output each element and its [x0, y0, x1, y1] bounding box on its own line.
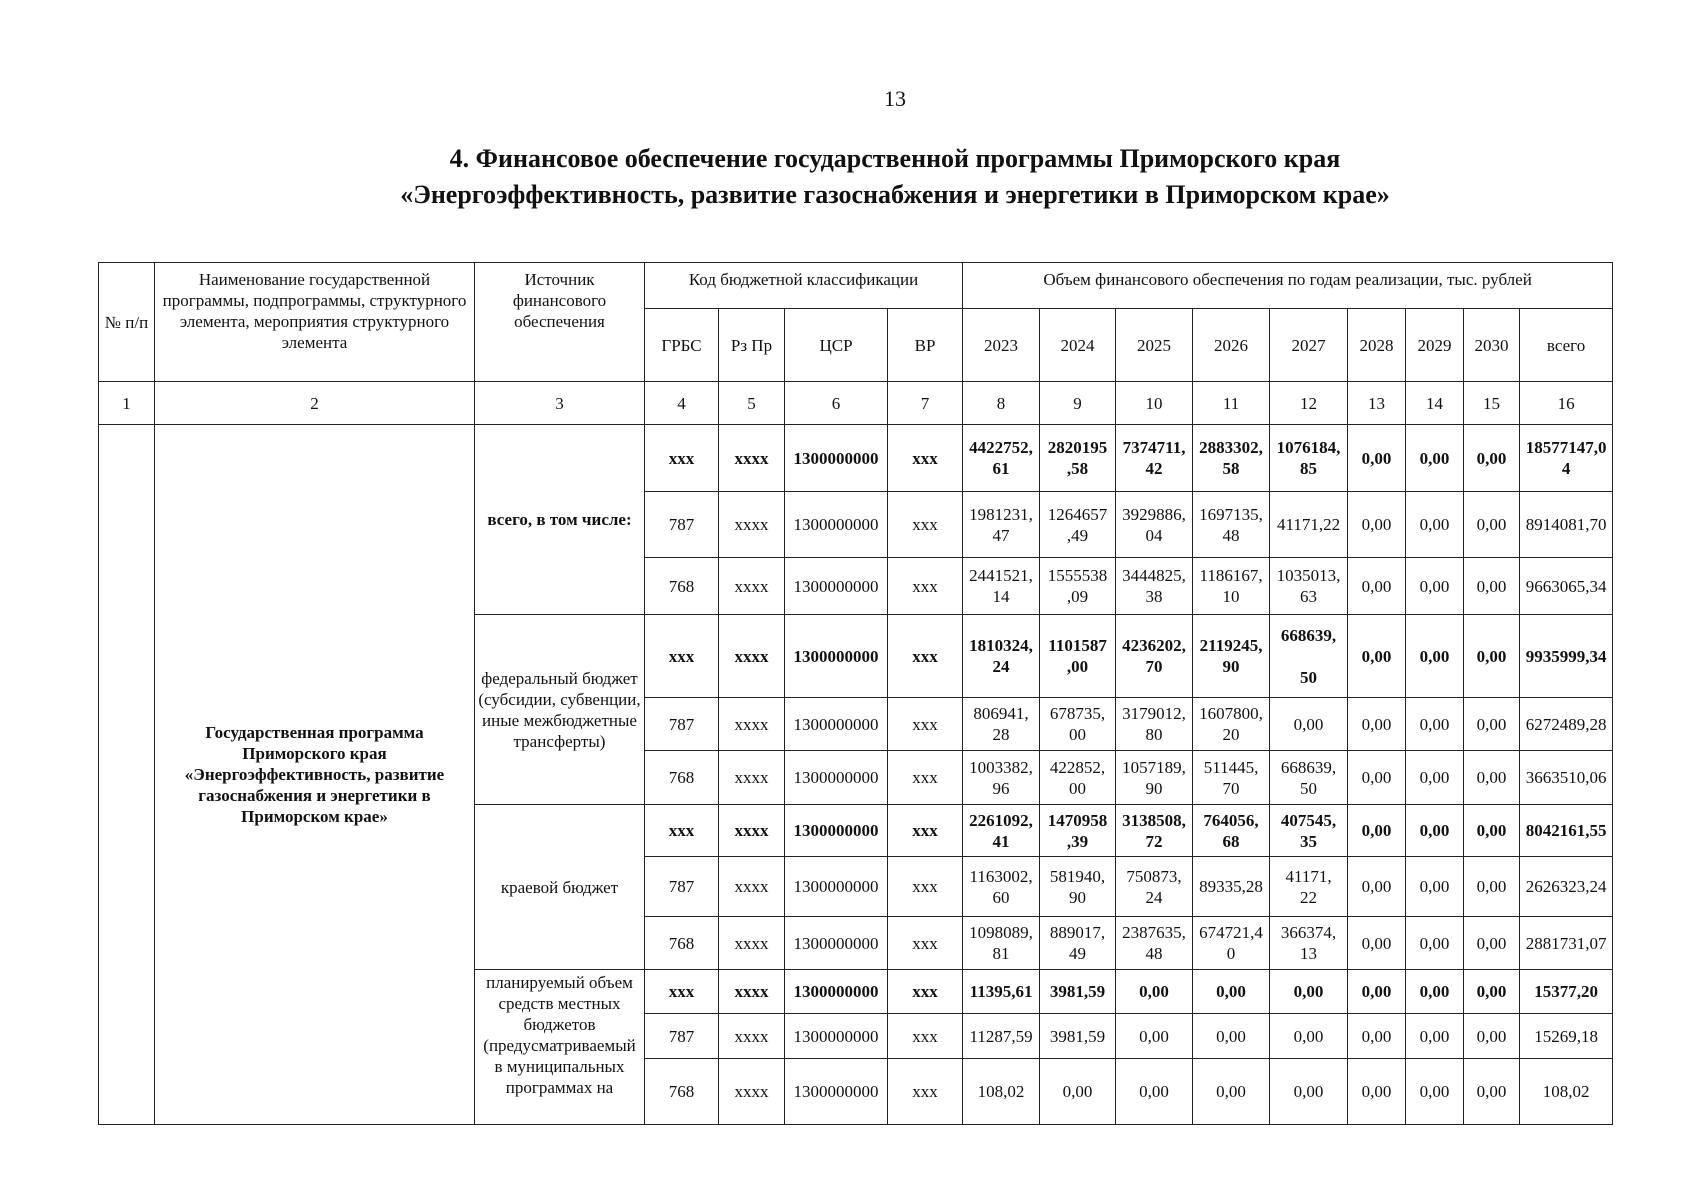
cell-grbs: 768 [645, 1059, 719, 1125]
header-2029: 2029 [1406, 309, 1464, 382]
cell-csr: 1300000000 [785, 425, 888, 492]
cell-2024: 889017, 49 [1040, 917, 1116, 970]
cell-2030: 0,00 [1464, 492, 1520, 558]
cell-2024: 0,00 [1040, 1059, 1116, 1125]
cell-csr: 1300000000 [785, 917, 888, 970]
column-number-2: 2 [155, 382, 475, 425]
cell-2028: 0,00 [1348, 615, 1406, 698]
document-title [0, 141, 1684, 213]
cell-2025: 3444825, 38 [1116, 558, 1193, 615]
cell-2023: 1981231, 47 [963, 492, 1040, 558]
cell-2025: 0,00 [1116, 970, 1193, 1014]
cell-2025: 1057189, 90 [1116, 751, 1193, 805]
cell-2028: 0,00 [1348, 1014, 1406, 1059]
column-number-14: 14 [1406, 382, 1464, 425]
cell-vr: xxx [888, 492, 963, 558]
column-number-4: 4 [645, 382, 719, 425]
column-number-6: 6 [785, 382, 888, 425]
cell-grbs: xxx [645, 615, 719, 698]
cell-2029: 0,00 [1406, 698, 1464, 751]
cell-2029: 0,00 [1406, 1014, 1464, 1059]
cell-2027: 668639, 50 [1270, 615, 1348, 698]
column-number-7: 7 [888, 382, 963, 425]
cell-total: 15269,18 [1520, 1014, 1613, 1059]
cell-vr: xxx [888, 805, 963, 857]
header-2026: 2026 [1193, 309, 1270, 382]
source-regional: краевой бюджет [475, 805, 645, 970]
cell-2026: 2883302, 58 [1193, 425, 1270, 492]
cell-2029: 0,00 [1406, 970, 1464, 1014]
column-number-row [99, 382, 1613, 425]
cell-vr: xxx [888, 970, 963, 1014]
cell-vr: xxx [888, 558, 963, 615]
cell-vr: xxx [888, 751, 963, 805]
cell-vr: xxx [888, 615, 963, 698]
column-number-5: 5 [719, 382, 785, 425]
cell-2026: 0,00 [1193, 1059, 1270, 1125]
cell-2025: 0,00 [1116, 1059, 1193, 1125]
header-csr: ЦСР [785, 309, 888, 382]
cell-2027: 668639, 50 [1270, 751, 1348, 805]
cell-2030: 0,00 [1464, 425, 1520, 492]
cell-2024: 1264657 ,49 [1040, 492, 1116, 558]
header-vr: ВР [888, 309, 963, 382]
financing-table [98, 262, 1613, 1125]
cell-2028: 0,00 [1348, 857, 1406, 917]
cell-2023: 806941, 28 [963, 698, 1040, 751]
cell-2025: 4236202, 70 [1116, 615, 1193, 698]
cell-2029: 0,00 [1406, 751, 1464, 805]
cell-2029: 0,00 [1406, 425, 1464, 492]
header-num: № п/п [99, 263, 155, 382]
cell-vr: xxx [888, 425, 963, 492]
cell-2026: 674721,4 0 [1193, 917, 1270, 970]
cell-total: 3663510,06 [1520, 751, 1613, 805]
cell-2027: 41171, 22 [1270, 857, 1348, 917]
cell-rzpr: xxxx [719, 1014, 785, 1059]
cell-total: 9935999,34 [1520, 615, 1613, 698]
cell-2030: 0,00 [1464, 1059, 1520, 1125]
cell-2027: 366374, 13 [1270, 917, 1348, 970]
cell-2023: 1098089, 81 [963, 917, 1040, 970]
cell-rzpr: xxxx [719, 970, 785, 1014]
cell-2027: 0,00 [1270, 1014, 1348, 1059]
cell-2030: 0,00 [1464, 1014, 1520, 1059]
cell-2024: 581940, 90 [1040, 857, 1116, 917]
cell-2023: 11287,59 [963, 1014, 1040, 1059]
cell-rzpr: xxxx [719, 615, 785, 698]
column-number-10: 10 [1116, 382, 1193, 425]
cell-2026: 1186167, 10 [1193, 558, 1270, 615]
cell-2027: 407545, 35 [1270, 805, 1348, 857]
cell-rzpr: xxxx [719, 805, 785, 857]
header-2027: 2027 [1270, 309, 1348, 382]
cell-total: 108,02 [1520, 1059, 1613, 1125]
cell-2026: 2119245, 90 [1193, 615, 1270, 698]
cell-2027: 41171,22 [1270, 492, 1348, 558]
cell-total: 8042161,55 [1520, 805, 1613, 857]
column-number-13: 13 [1348, 382, 1406, 425]
cell-2026: 764056, 68 [1193, 805, 1270, 857]
cell-csr: 1300000000 [785, 615, 888, 698]
cell-2024: 3981,59 [1040, 970, 1116, 1014]
cell-2026: 1607800, 20 [1193, 698, 1270, 751]
cell-2025: 750873, 24 [1116, 857, 1193, 917]
header-2030: 2030 [1464, 309, 1520, 382]
column-number-12: 12 [1270, 382, 1348, 425]
cell-total: 9663065,34 [1520, 558, 1613, 615]
header-volume: Объем финансового обеспечения по годам реализации, тыс. рублей [963, 263, 1613, 309]
column-number-15: 15 [1464, 382, 1520, 425]
cell-2024: 2820195 ,58 [1040, 425, 1116, 492]
cell-2025: 2387635, 48 [1116, 917, 1193, 970]
cell-2023: 2441521, 14 [963, 558, 1040, 615]
cell-2027: 0,00 [1270, 970, 1348, 1014]
header-2028: 2028 [1348, 309, 1406, 382]
cell-total: 18577147,0 4 [1520, 425, 1613, 492]
page-number: 13 [884, 86, 906, 111]
header-2023: 2023 [963, 309, 1040, 382]
cell-2029: 0,00 [1406, 857, 1464, 917]
source-federal: федеральный бюджет (субсидии, субвенции, иные межбюджетные трансферты) [475, 615, 645, 805]
cell-2024: 1555538 ,09 [1040, 558, 1116, 615]
cell-2023: 4422752, 61 [963, 425, 1040, 492]
cell-vr: xxx [888, 1014, 963, 1059]
cell-vr: xxx [888, 698, 963, 751]
cell-2028: 0,00 [1348, 751, 1406, 805]
cell-2028: 0,00 [1348, 917, 1406, 970]
cell-grbs: 768 [645, 917, 719, 970]
header-total: всего [1520, 309, 1613, 382]
cell-rzpr: xxxx [719, 698, 785, 751]
header-row-1 [99, 263, 1613, 309]
cell-2023: 11395,61 [963, 970, 1040, 1014]
cell-2028: 0,00 [1348, 805, 1406, 857]
cell-grbs: 768 [645, 751, 719, 805]
cell-2027: 1035013, 63 [1270, 558, 1348, 615]
column-number-3: 3 [475, 382, 645, 425]
cell-vr: xxx [888, 1059, 963, 1125]
cell-total: 8914081,70 [1520, 492, 1613, 558]
column-number-11: 11 [1193, 382, 1270, 425]
cell-csr: 1300000000 [785, 970, 888, 1014]
cell-rzpr: xxxx [719, 917, 785, 970]
cell-rzpr: xxxx [719, 558, 785, 615]
cell-2030: 0,00 [1464, 857, 1520, 917]
cell-2030: 0,00 [1464, 970, 1520, 1014]
cell-grbs: xxx [645, 970, 719, 1014]
cell-rzpr: xxxx [719, 1059, 785, 1125]
cell-2023: 1003382, 96 [963, 751, 1040, 805]
cell-grbs: 787 [645, 1014, 719, 1059]
table-row [99, 425, 1613, 492]
title-line-1: 4. Финансовое обеспечение государственной программы Приморского края [449, 144, 1341, 173]
cell-rzpr: xxxx [719, 751, 785, 805]
column-number-9: 9 [1040, 382, 1116, 425]
cell-rzpr: xxxx [719, 425, 785, 492]
header-grbs: ГРБС [645, 309, 719, 382]
cell-2024: 1101587 ,00 [1040, 615, 1116, 698]
cell-2030: 0,00 [1464, 615, 1520, 698]
cell-2030: 0,00 [1464, 805, 1520, 857]
cell-2028: 0,00 [1348, 558, 1406, 615]
cell-grbs: 787 [645, 857, 719, 917]
cell-rzpr: xxxx [719, 857, 785, 917]
cell-2027: 1076184, 85 [1270, 425, 1348, 492]
cell-rzpr: xxxx [719, 492, 785, 558]
cell-2030: 0,00 [1464, 751, 1520, 805]
cell-2023: 2261092, 41 [963, 805, 1040, 857]
cell-2029: 0,00 [1406, 805, 1464, 857]
cell-grbs: 768 [645, 558, 719, 615]
cell-csr: 1300000000 [785, 698, 888, 751]
cell-grbs: 787 [645, 492, 719, 558]
header-source: Источник финансового обеспечения [475, 263, 645, 382]
cell-2025: 3179012, 80 [1116, 698, 1193, 751]
cell-2028: 0,00 [1348, 698, 1406, 751]
cell-csr: 1300000000 [785, 805, 888, 857]
cell-2023: 1810324, 24 [963, 615, 1040, 698]
cell-2029: 0,00 [1406, 492, 1464, 558]
cell-total: 6272489,28 [1520, 698, 1613, 751]
cell-total: 2626323,24 [1520, 857, 1613, 917]
cell-2026: 0,00 [1193, 970, 1270, 1014]
cell-csr: 1300000000 [785, 857, 888, 917]
cell-2024: 422852, 00 [1040, 751, 1116, 805]
header-2025: 2025 [1116, 309, 1193, 382]
header-budget-code: Код бюджетной классификации [645, 263, 963, 309]
cell-2025: 7374711, 42 [1116, 425, 1193, 492]
cell-csr: 1300000000 [785, 558, 888, 615]
cell-2024: 678735, 00 [1040, 698, 1116, 751]
title-line-2: «Энергоэффективность, развитие газоснабжения и энергетики в Приморском крае» [400, 180, 1390, 209]
cell-2024: 1470958 ,39 [1040, 805, 1116, 857]
cell-2028: 0,00 [1348, 1059, 1406, 1125]
cell-2025: 0,00 [1116, 1014, 1193, 1059]
cell-2030: 0,00 [1464, 917, 1520, 970]
cell-total: 15377,20 [1520, 970, 1613, 1014]
cell-2030: 0,00 [1464, 558, 1520, 615]
cell-csr: 1300000000 [785, 1014, 888, 1059]
cell-2026: 0,00 [1193, 1014, 1270, 1059]
cell-grbs: 787 [645, 698, 719, 751]
cell-csr: 1300000000 [785, 751, 888, 805]
cell-2030: 0,00 [1464, 698, 1520, 751]
source-local: планируемый объем средств местных бюджетов (предусматриваемый в муниципальных программах на [475, 970, 645, 1125]
cell-total: 2881731,07 [1520, 917, 1613, 970]
header-2024: 2024 [1040, 309, 1116, 382]
cell-2028: 0,00 [1348, 492, 1406, 558]
cell-2023: 1163002, 60 [963, 857, 1040, 917]
column-number-1: 1 [99, 382, 155, 425]
column-number-8: 8 [963, 382, 1040, 425]
cell-2029: 0,00 [1406, 558, 1464, 615]
cell-csr: 1300000000 [785, 492, 888, 558]
cell-2023: 108,02 [963, 1059, 1040, 1125]
row-number-cell [99, 425, 155, 1125]
source-total: всего, в том числе: [475, 425, 645, 615]
cell-2029: 0,00 [1406, 917, 1464, 970]
cell-2025: 3138508, 72 [1116, 805, 1193, 857]
cell-2028: 0,00 [1348, 425, 1406, 492]
program-name: Государственная программа Приморского края «Энергоэффективность, развитие газоснабжения и энергетики в Приморском крае» [155, 425, 475, 1125]
cell-2026: 511445, 70 [1193, 751, 1270, 805]
cell-grbs: xxx [645, 805, 719, 857]
column-number-16: 16 [1520, 382, 1613, 425]
cell-grbs: xxx [645, 425, 719, 492]
cell-2027: 0,00 [1270, 1059, 1348, 1125]
header-rzpr: Рз Пр [719, 309, 785, 382]
cell-2028: 0,00 [1348, 970, 1406, 1014]
cell-2027: 0,00 [1270, 698, 1348, 751]
cell-2029: 0,00 [1406, 615, 1464, 698]
cell-2025: 3929886, 04 [1116, 492, 1193, 558]
cell-2029: 0,00 [1406, 1059, 1464, 1125]
cell-2026: 1697135, 48 [1193, 492, 1270, 558]
cell-vr: xxx [888, 917, 963, 970]
cell-vr: xxx [888, 857, 963, 917]
cell-2024: 3981,59 [1040, 1014, 1116, 1059]
cell-csr: 1300000000 [785, 1059, 888, 1125]
cell-2026: 89335,28 [1193, 857, 1270, 917]
header-name: Наименование государственной программы, подпрограммы, структурного элемента, мероприятия структурного элемента [155, 263, 475, 382]
